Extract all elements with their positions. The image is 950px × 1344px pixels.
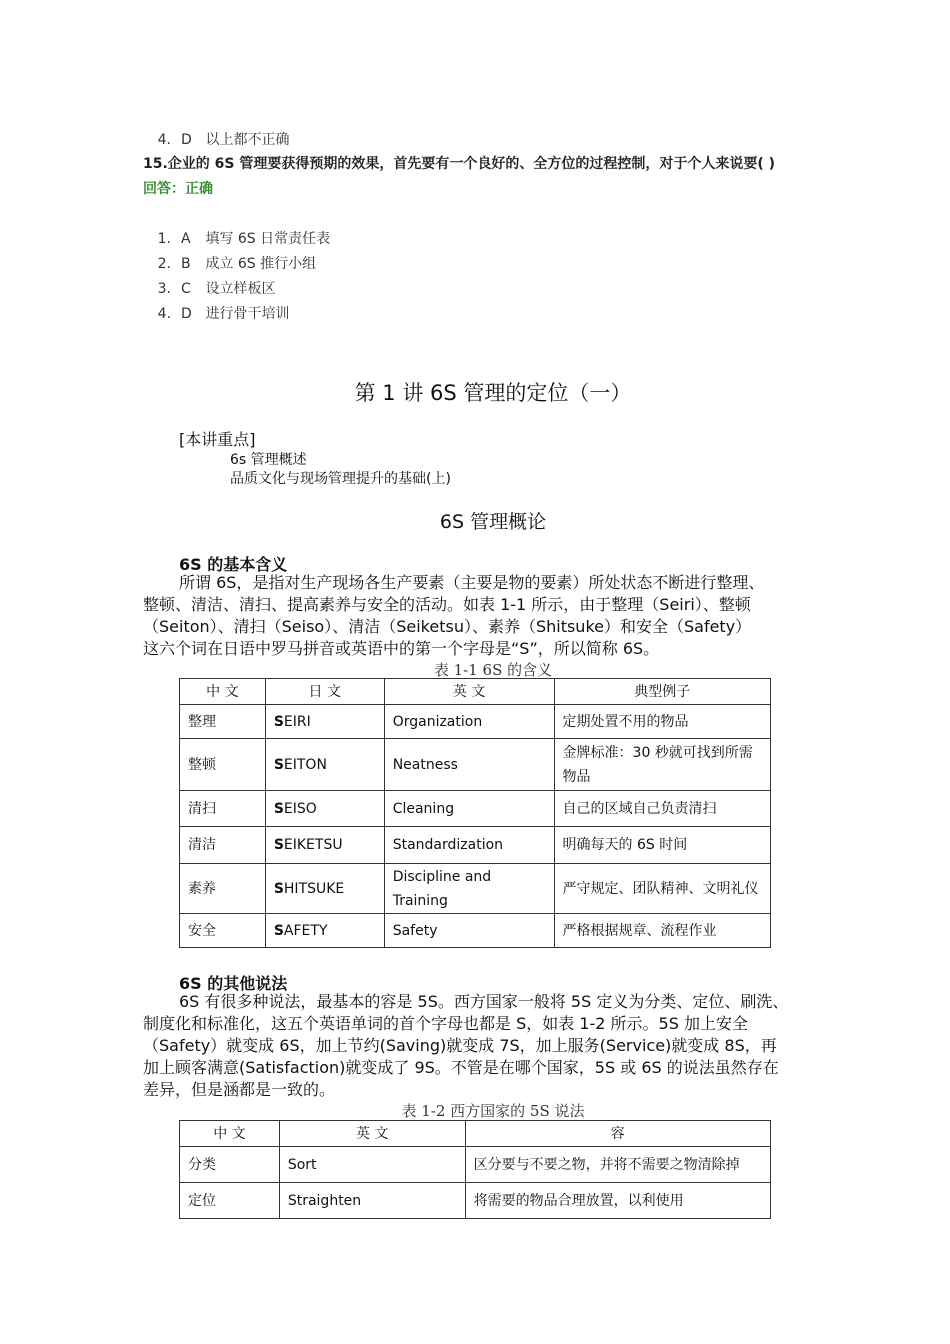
- answer-status: 回答：正确: [143, 181, 213, 197]
- key-point-item: 品质文化与现场管理提升的基础(上): [230, 471, 451, 487]
- column-header: 中 文: [180, 679, 266, 705]
- table-row: 素养 SHITSUKE Discipline and Training 严守规定、团队精神、文明礼仪: [180, 864, 771, 914]
- q15-option-d: 4. D 进行骨干培训: [157, 306, 290, 322]
- question-15: 15.企业的 6S 管理要获得预期的效果，首先要有一个良好的、全方位的过程控制，对于个人来说要( ): [143, 156, 776, 172]
- paragraph-basic-meaning: 所谓 6S，是指对生产现场各生产要素（主要是物的要素）所处状态不断进行整理、 整顿、清洁、清扫、提高素养与安全的活动。如表 1-1 所示，由于整理（Seiri）、整顿 （Seiton）、清扫（Seiso）、清洁（Seiketsu）、素养（Shitsuke）和安全（Safety） 这六个词在日语中罗马拼音或英语中的第一个字母是“S”，所以简称 6S。: [143, 573, 765, 658]
- column-header: 日 文: [265, 679, 384, 705]
- table1-caption: 表 1-1 6S 的含义: [433, 661, 553, 679]
- paragraph-other-names: 6S 有很多种说法，最基本的容是 5S。西方国家一般将 5S 定义为分类、定位、刷洗、 制度化和标准化，这五个英语单词的首个字母也都是 S，如表 1-2 所示。5S 加上安全 （Safety）就变成 6S，加上节约(Saving)就变成 7S，加上服务(Service)就变成 8S，再 加上顾客满意(Satisfaction)就变成了 9S。不管是在哪个国家，5S 或 6S 的说法虽然存在 差异，但是涵都是一致的。: [143, 992, 789, 1099]
- table-6s-meaning: [179, 678, 771, 948]
- q15-option-a: 1. A 填写 6S 日常责任表: [157, 231, 331, 247]
- table-row: 清洁 SEIKETSU Standardization 明确每天的 6S 时间: [180, 827, 771, 864]
- q14-option-d: 4. D 以上都不正确: [157, 132, 290, 148]
- section-title: 6S 管理概论: [439, 511, 547, 533]
- table-row: 安全 SAFETY Safety 严格根据规章、流程作业: [180, 914, 771, 948]
- column-header: 英 文: [384, 679, 554, 705]
- table-western-5s: [179, 1120, 771, 1219]
- column-header: 英 文: [279, 1121, 465, 1147]
- lecture-title: 第 1 讲 6S 管理的定位（一）: [354, 381, 632, 405]
- table-row: 整理 SEIRI Organization 定期处置不用的物品: [180, 705, 771, 739]
- table-header-row: [180, 1121, 771, 1147]
- heading-other-names: 6S 的其他说法: [179, 974, 288, 993]
- heading-basic-meaning: 6S 的基本含义: [179, 555, 288, 574]
- key-point-item: 6s 管理概述: [230, 452, 307, 468]
- column-header: 典型例子: [554, 679, 770, 705]
- column-header: 容: [465, 1121, 770, 1147]
- key-points-label: [本讲重点]: [179, 430, 256, 449]
- table-header-row: [180, 679, 771, 705]
- table2-caption: 表 1-2 西方国家的 5S 说法: [401, 1102, 585, 1120]
- q15-option-b: 2. B 成立 6S 推行小组: [157, 256, 317, 272]
- q15-option-c: 3. C 设立样板区: [157, 281, 276, 297]
- table-row: 整顿 SEITON Neatness 金牌标准：30 秒就可找到所需物品: [180, 739, 771, 791]
- table-row: 定位 Straighten 将需要的物品合理放置，以利使用: [180, 1183, 771, 1219]
- table-row: 清扫 SEISO Cleaning 自己的区域自己负责清扫: [180, 791, 771, 827]
- column-header: 中 文: [180, 1121, 280, 1147]
- table-row: 分类 Sort 区分要与不要之物，并将不需要之物清除掉: [180, 1147, 771, 1183]
